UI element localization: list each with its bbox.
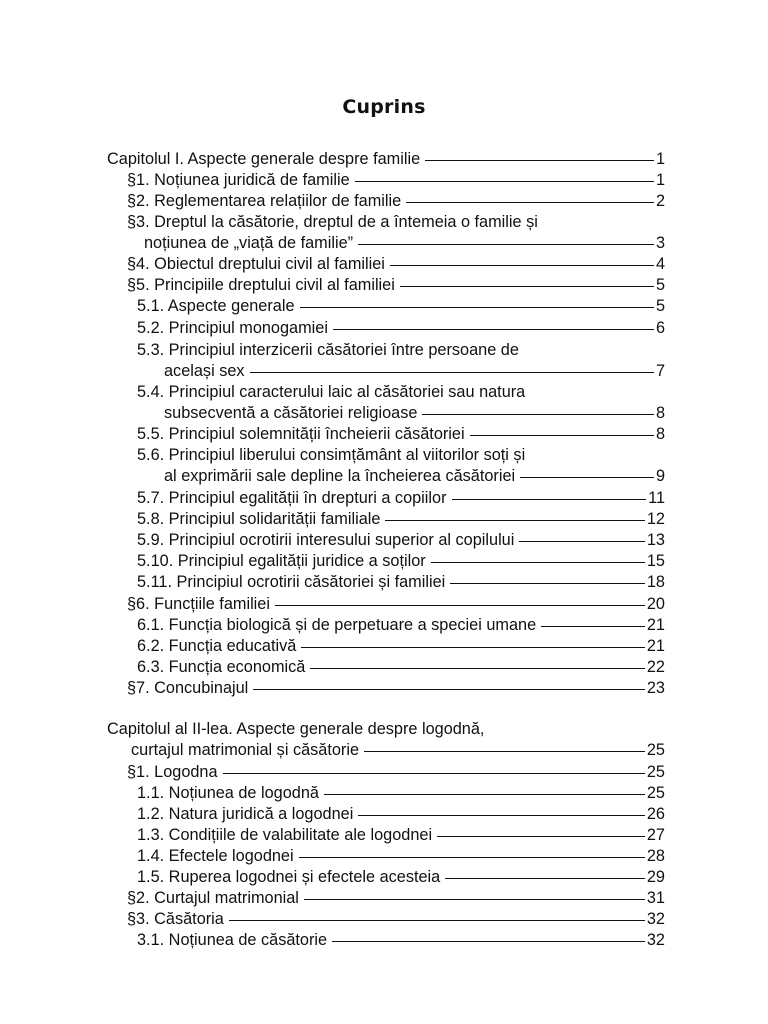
toc-entry: [137, 509, 665, 531]
toc-entry-text: 5.6. Principiul liberului consimțământ al viitorilor soți și: [137, 446, 526, 464]
toc-entry-text: subsecventă a căsătoriei religioase: [164, 404, 418, 422]
toc-entry-text: §5. Principiile dreptului civil al familiei: [127, 276, 395, 294]
toc-page-number: 23: [646, 679, 665, 697]
page-title: Cuprins: [342, 96, 426, 118]
toc-page-number: 22: [646, 658, 665, 676]
toc-entry: [107, 719, 484, 741]
toc-entry-text: 3.1. Noțiunea de căsătorie: [137, 931, 328, 949]
toc-entry-text: §2. Reglementarea relațiilor de familie: [127, 192, 402, 210]
toc-page-number: 31: [646, 889, 665, 907]
toc-entry: [137, 825, 665, 847]
toc-leader: [406, 202, 654, 203]
toc-leader: [229, 920, 645, 921]
toc-page-number: 7: [655, 362, 665, 380]
toc-entry: [137, 551, 665, 573]
toc-page-number: 1: [655, 150, 665, 168]
toc-entry: [164, 466, 665, 488]
toc-leader: [431, 562, 645, 563]
toc-entry: [137, 846, 665, 868]
toc-entry-text: 5.8. Principiul solidarității familiale: [137, 510, 381, 528]
toc-entry-text: Capitolul al II-lea. Aspecte generale despre logodnă,: [107, 720, 485, 738]
toc-entry-text: 5.5. Principiul solemnității încheierii căsătoriei: [137, 425, 465, 443]
toc-page-number: 12: [646, 510, 665, 528]
toc-entry-text: §1. Noțiunea juridică de familie: [127, 171, 350, 189]
toc-entry: [164, 361, 665, 383]
toc-entry-text: același sex: [164, 362, 245, 380]
toc-page-number: 8: [655, 425, 665, 443]
toc-entry-text: 5.1. Aspecte generale: [137, 297, 295, 315]
toc-entry: [137, 783, 665, 805]
toc-leader: [364, 751, 645, 752]
toc-entry: [127, 594, 665, 616]
toc-leader: [541, 626, 645, 627]
toc-entry: [127, 909, 665, 931]
toc-entry: [127, 762, 665, 784]
toc-page-number: 20: [646, 595, 665, 613]
toc-leader: [253, 689, 645, 690]
toc-leader: [358, 815, 645, 816]
toc-entry: [127, 212, 538, 234]
toc-page-number: 29: [646, 868, 665, 886]
toc-entry: [137, 296, 665, 318]
toc-entry: [137, 340, 519, 362]
toc-entry-text: 5.4. Principiul caracterului laic al căsătoriei sau natura: [137, 383, 526, 401]
toc-entry: [137, 424, 665, 446]
toc-entry: [137, 382, 525, 404]
toc-entry-text: 5.10. Principiul egalității juridice a soților: [137, 552, 426, 570]
toc-page-number: 1: [655, 171, 665, 189]
toc-entry: [137, 318, 665, 340]
toc-page-number: 32: [646, 910, 665, 928]
toc-page-number: 8: [655, 404, 665, 422]
toc-entry-text: 1.1. Noțiunea de logodnă: [137, 784, 319, 802]
toc-entry-text: 1.4. Efectele logodnei: [137, 847, 294, 865]
toc-entry-text: §2. Curtajul matrimonial: [127, 889, 299, 907]
toc-entry: [137, 636, 665, 658]
toc-leader: [275, 605, 645, 606]
toc-leader: [425, 160, 654, 161]
toc-entry: [127, 888, 665, 910]
toc-entry: [137, 804, 665, 826]
toc-leader: [452, 499, 647, 500]
toc-page-number: 5: [655, 276, 665, 294]
toc-page-number: 15: [646, 552, 665, 570]
toc-leader: [390, 265, 654, 266]
toc-leader: [445, 878, 645, 879]
toc-leader: [304, 899, 645, 900]
toc-entry-text: Capitolul I. Aspecte generale despre familie: [107, 150, 421, 168]
toc-entry-text: 5.9. Principiul ocrotirii interesului superior al copilului: [137, 531, 515, 549]
toc-entry-text: 6.1. Funcția biologică și de perpetuare a speciei umane: [137, 616, 537, 634]
toc-entry: [137, 867, 665, 889]
toc-page-number: 26: [646, 805, 665, 823]
toc-page-number: 28: [646, 847, 665, 865]
toc-leader: [299, 857, 645, 858]
toc-entry-text: §6. Funcțiile familiei: [127, 595, 270, 613]
toc-page-number: 27: [646, 826, 665, 844]
toc-leader: [422, 414, 654, 415]
toc-entry: [127, 170, 665, 192]
toc-leader: [437, 836, 645, 837]
toc-entry-text: 5.7. Principiul egalității în drepturi a copiilor: [137, 489, 447, 507]
toc-entry: [127, 191, 665, 213]
toc-entry-text: 5.11. Principiul ocrotirii căsătoriei și familiei: [137, 573, 446, 591]
toc-entry: [137, 572, 665, 594]
toc-entry: [137, 445, 525, 467]
toc-leader: [519, 541, 645, 542]
toc-entry-text: 1.2. Natura juridică a logodnei: [137, 805, 354, 823]
toc-entry-text: §3. Căsătoria: [127, 910, 224, 928]
toc-entry: [127, 275, 665, 297]
toc-page-number: 21: [646, 637, 665, 655]
toc-page-number: 5: [655, 297, 665, 315]
toc-entry: [137, 657, 665, 679]
toc-entry: [164, 403, 665, 425]
toc-entry-text: curtajul matrimonial și căsătorie: [131, 741, 360, 759]
toc-entry: [127, 678, 665, 700]
toc-entry-text: 6.2. Funcția educativă: [137, 637, 297, 655]
toc-entry-text: §7. Concubinajul: [127, 679, 249, 697]
toc-entry: [131, 740, 665, 762]
toc-leader: [324, 794, 645, 795]
toc-entry-text: §1. Logodna: [127, 763, 218, 781]
toc-leader: [358, 244, 654, 245]
toc-entry-text: 5.2. Principiul monogamiei: [137, 319, 328, 337]
toc-entry: [137, 930, 665, 952]
toc-page-number: 25: [646, 741, 665, 759]
toc-leader: [300, 307, 654, 308]
toc-page-number: 6: [655, 319, 665, 337]
toc-entry: [107, 149, 665, 171]
toc-entry-text: §4. Obiectul dreptului civil al familiei: [127, 255, 385, 273]
toc-leader: [450, 583, 645, 584]
toc-entry-text: noțiunea de „viață de familie”: [144, 234, 354, 252]
toc-page-number: 11: [648, 489, 665, 507]
toc-entry-text: §3. Dreptul la căsătorie, dreptul de a întemeia o familie și: [127, 213, 538, 231]
toc-entry-text: 1.3. Condițiile de valabilitate ale logodnei: [137, 826, 433, 844]
toc-page-number: 25: [646, 784, 665, 802]
toc-leader: [301, 647, 645, 648]
toc-entry: [137, 615, 665, 637]
toc-page-number: 32: [646, 931, 665, 949]
toc-entry-text: al exprimării sale depline la încheierea căsătoriei: [164, 467, 516, 485]
toc-entry-text: 6.3. Funcția economică: [137, 658, 306, 676]
toc-leader: [385, 520, 644, 521]
toc-entry-text: 1.5. Ruperea logodnei și efectele acesteia: [137, 868, 441, 886]
toc-leader: [310, 668, 645, 669]
toc-leader: [400, 286, 654, 287]
toc-page-number: 3: [655, 234, 665, 252]
toc-entry: [144, 233, 665, 255]
toc-page-number: 2: [655, 192, 665, 210]
toc-page-number: 18: [646, 573, 665, 591]
toc-leader: [250, 372, 654, 373]
toc-leader: [223, 773, 645, 774]
toc-leader: [355, 181, 654, 182]
toc-entry: [137, 530, 665, 552]
toc-entry: [127, 254, 665, 276]
toc-entry-text: 5.3. Principiul interzicerii căsătoriei între persoane de: [137, 341, 519, 359]
toc-page-number: 4: [655, 255, 665, 273]
toc-leader: [332, 941, 645, 942]
toc-leader: [470, 435, 654, 436]
toc-leader: [333, 329, 654, 330]
toc-page-number: 25: [646, 763, 665, 781]
toc-leader: [520, 477, 654, 478]
toc-page-number: 9: [655, 467, 665, 485]
toc-page-number: 13: [646, 531, 665, 549]
toc-entry: [137, 488, 665, 510]
toc-page-number: 21: [646, 616, 665, 634]
